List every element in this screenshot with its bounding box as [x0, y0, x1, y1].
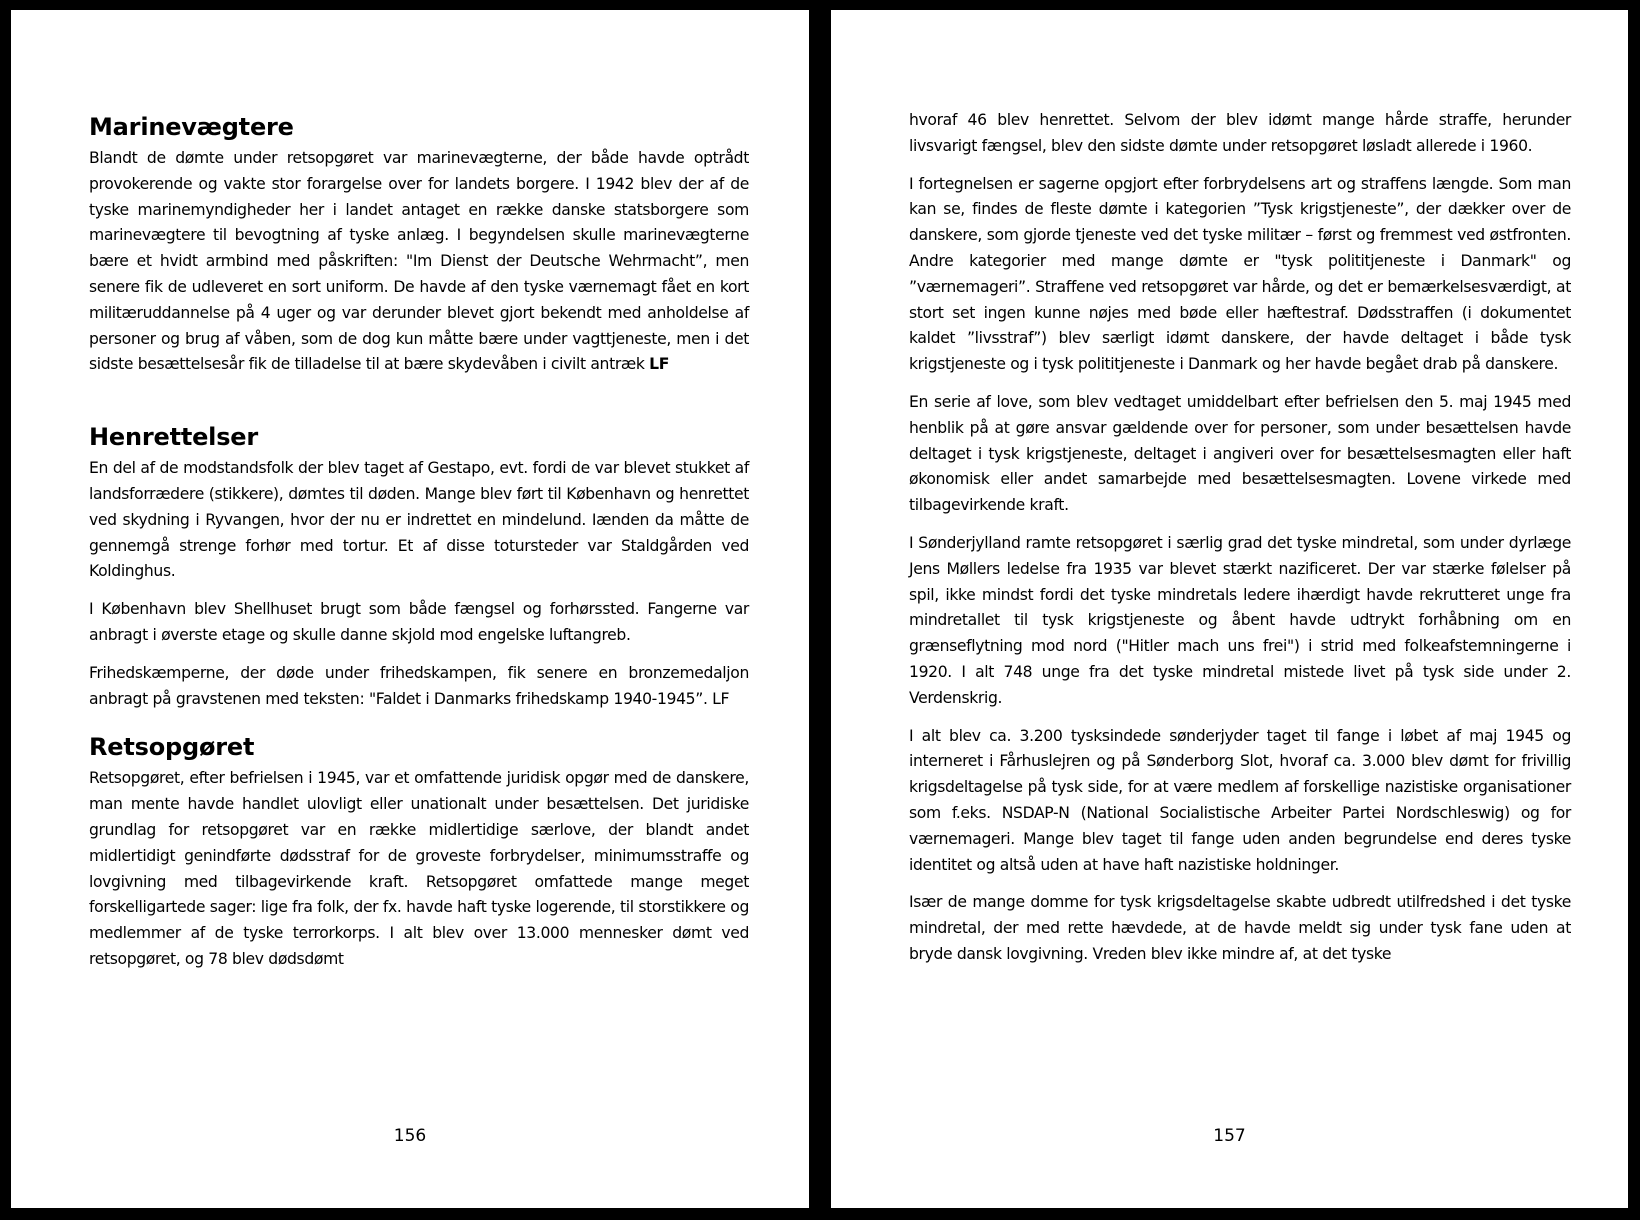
paragraph-henrettelser-2: I København blev Shellhuset brugt som både fængsel og forhørssted. Fangerne var anbragt i øverste etage og skulle danne skjold mod engelske luftangreb.	[89, 600, 749, 644]
paragraph-right-2: I fortegnelsen er sagerne opgjort efter forbrydelsens art og straffens længde. Som man kan se, findes de fleste dømte i kategorien ”Tysk krigstjeneste”, der dækker over de danskere, som gjorde tjeneste ved det tyske militær – først og fremmest ved østfronten. Andre kategorier med mange dømte er "tysk polititjeneste i Danmark" og ”værnemageri”. Straffene ved retsopgøret var hårde, og det er bemærkelsesværdigt, at stort set ingen kunne nøjes med bøde eller hæftestraf. Dødsstraffen (i dokumentet kaldet ”livsstraf”) blev særligt idømt danskere, der havde deltaget i både tysk krigstjeneste og i tysk polititjeneste i Danmark og her havde begået drab på danskere.	[909, 174, 1571, 374]
right-page-content	[909, 108, 1571, 968]
heading-retsopgoeret: Retsopgøret	[89, 733, 255, 762]
paragraph-right-6: Især de mange domme for tysk krigsdeltagelse skabte udbredt utilfredshed i det tyske mindretal, der med rette hævdede, at de havde meldt sig under tysk fane uden at bryde dansk lovgivning. Vreden blev ikke mindre af, at det tyske	[909, 893, 1571, 963]
paragraph-right-1: hvoraf 46 blev henrettet. Selvom der blev idømt mange hårde straffe, herunder livsvarigt fængsel, blev den sidste dømte under retsopgøret løsladt allerede i 1960.	[909, 111, 1571, 155]
paragraph-marinevaegtere	[89, 146, 749, 378]
left-page-content	[89, 112, 749, 973]
left-page	[11, 10, 809, 1208]
paragraph-marinevaegtere-text: Blandt de dømte under retsopgøret var marinevægterne, der både havde optrådt provokerende og vakte stor forargelse over for landets borgere. I 1942 blev der af de tyske marinemyndigheder her i landet antaget en række danske statsborgere som marinevægtere til bevogtning af tyske anlæg. I begyndelsen skulle marinevægterne bære et hvidt armbind med påskriften: "Im Dienst der Deutsche Wehrmacht”, men senere fik de udleveret en sort uniform. De havde af den tyske værnemagt fået en kort militæruddannelse på 4 uger og var derunder blevet gjort bekendt med anholdelse af personer og brug af våben, som de dog kun måtte bære under vagttjeneste, men i det sidste besættelsesår fik de tilladelse til at bære skydevåben i civilt antræk	[89, 149, 749, 374]
heading-marinevaegtere: Marinevægtere	[89, 113, 294, 141]
page-number-left: 156	[393, 1126, 427, 1146]
page-number-right: 157	[1213, 1126, 1246, 1146]
source-tag: LF	[649, 355, 670, 374]
paragraph-right-3: En serie af love, som blev vedtaget umiddelbart efter befrielsen den 5. maj 1945 med henblik på at gøre ansvar gældende over for personer, som under besættelsen havde deltaget i tysk krigstjeneste, deltaget i angiveri over for besættelsesmagten eller haft økonomisk eller andet samarbejde med besættelsesmagten. Lovene virkede med tilbagevirkende kraft.	[909, 392, 1571, 515]
right-page	[831, 10, 1628, 1208]
paragraph-henrettelser-3: Frihedskæmperne, der døde under frihedskampen, fik senere en bronzemedaljon anbragt på gravstenen med teksten: "Faldet i Danmarks frihedskamp 1940-1945”. LF	[89, 663, 749, 708]
paragraph-right-5: I alt blev ca. 3.200 tysksindede sønderjyder taget til fange i løbet af maj 1945 og interneret i Fårhuslejren og på Sønderborg Slot, hvoraf ca. 3.000 blev dømt for frivillig krigsdeltagelse på tysk side, for at være medlem af forskellige nazistiske organisationer som f.eks. NSDAP-N (National Socialistische Arbeiter Partei Nordschleswig) og for værnemageri. Mange blev taget til fange uden anden begrundelse end deres tyske identitet og altså uden at have haft nazistiske holdninger.	[909, 726, 1571, 874]
heading-henrettelser: Henrettelser	[89, 423, 259, 452]
paragraph-henrettelser-1: En del af de modstandsfolk der blev taget af Gestapo, evt. fordi de var blevet stukket af landsforrædere (stikkere), dømtes til døden. Mange blev ført til København og henrettet ved skydning i Ryvangen, hvor der nu er indrettet en mindelund. Iænden da måtte de gennemgå strenge forhør med tortur. Et af disse totursteder var Staldgården ved Koldinghus.	[89, 459, 749, 581]
paragraph-right-4: I Sønderjylland ramte retsopgøret i særlig grad det tyske mindretal, som under dyrlæge Jens Møllers ledelse fra 1935 var blevet stærkt nazificeret. Der var stærke følelser på spil, ikke mindst fordi det tyske mindretals ledere ihærdigt havde rekrutteret unge fra mindretallet til tysk krigstjeneste og åbent havde udtrykt forhåbning om en grænseflytning mod nord ("Hitler mach uns frei") i strid med folkeafstemningerne i 1920. I alt 748 unge fra det tyske mindretal mistede livet på tysk side under 2. Verdenskrig.	[909, 533, 1571, 707]
paragraph-retsopgoeret: Retsopgøret, efter befrielsen i 1945, var et omfattende juridisk opgør med de danskere, man mente havde handlet ulovligt eller unationalt under besættelsen. Det juridiske grundlag for retsopgøret var en række midlertidige særlove, der blandt andet midlertidigt genindførte dødsstraf for de groveste forbrydelser, minimumsstraffe og lovgivning med tilbagevirkende kraft. Retsopgøret omfattede mange meget forskelligartede sager: lige fra folk, der fx. havde haft tyske logerende, til storstikkere og medlemmer af de tyske terrorkorps. I alt blev over 13.000 mennesker dømt ved retsopgøret, og 78 blev dødsdømt	[89, 769, 749, 968]
